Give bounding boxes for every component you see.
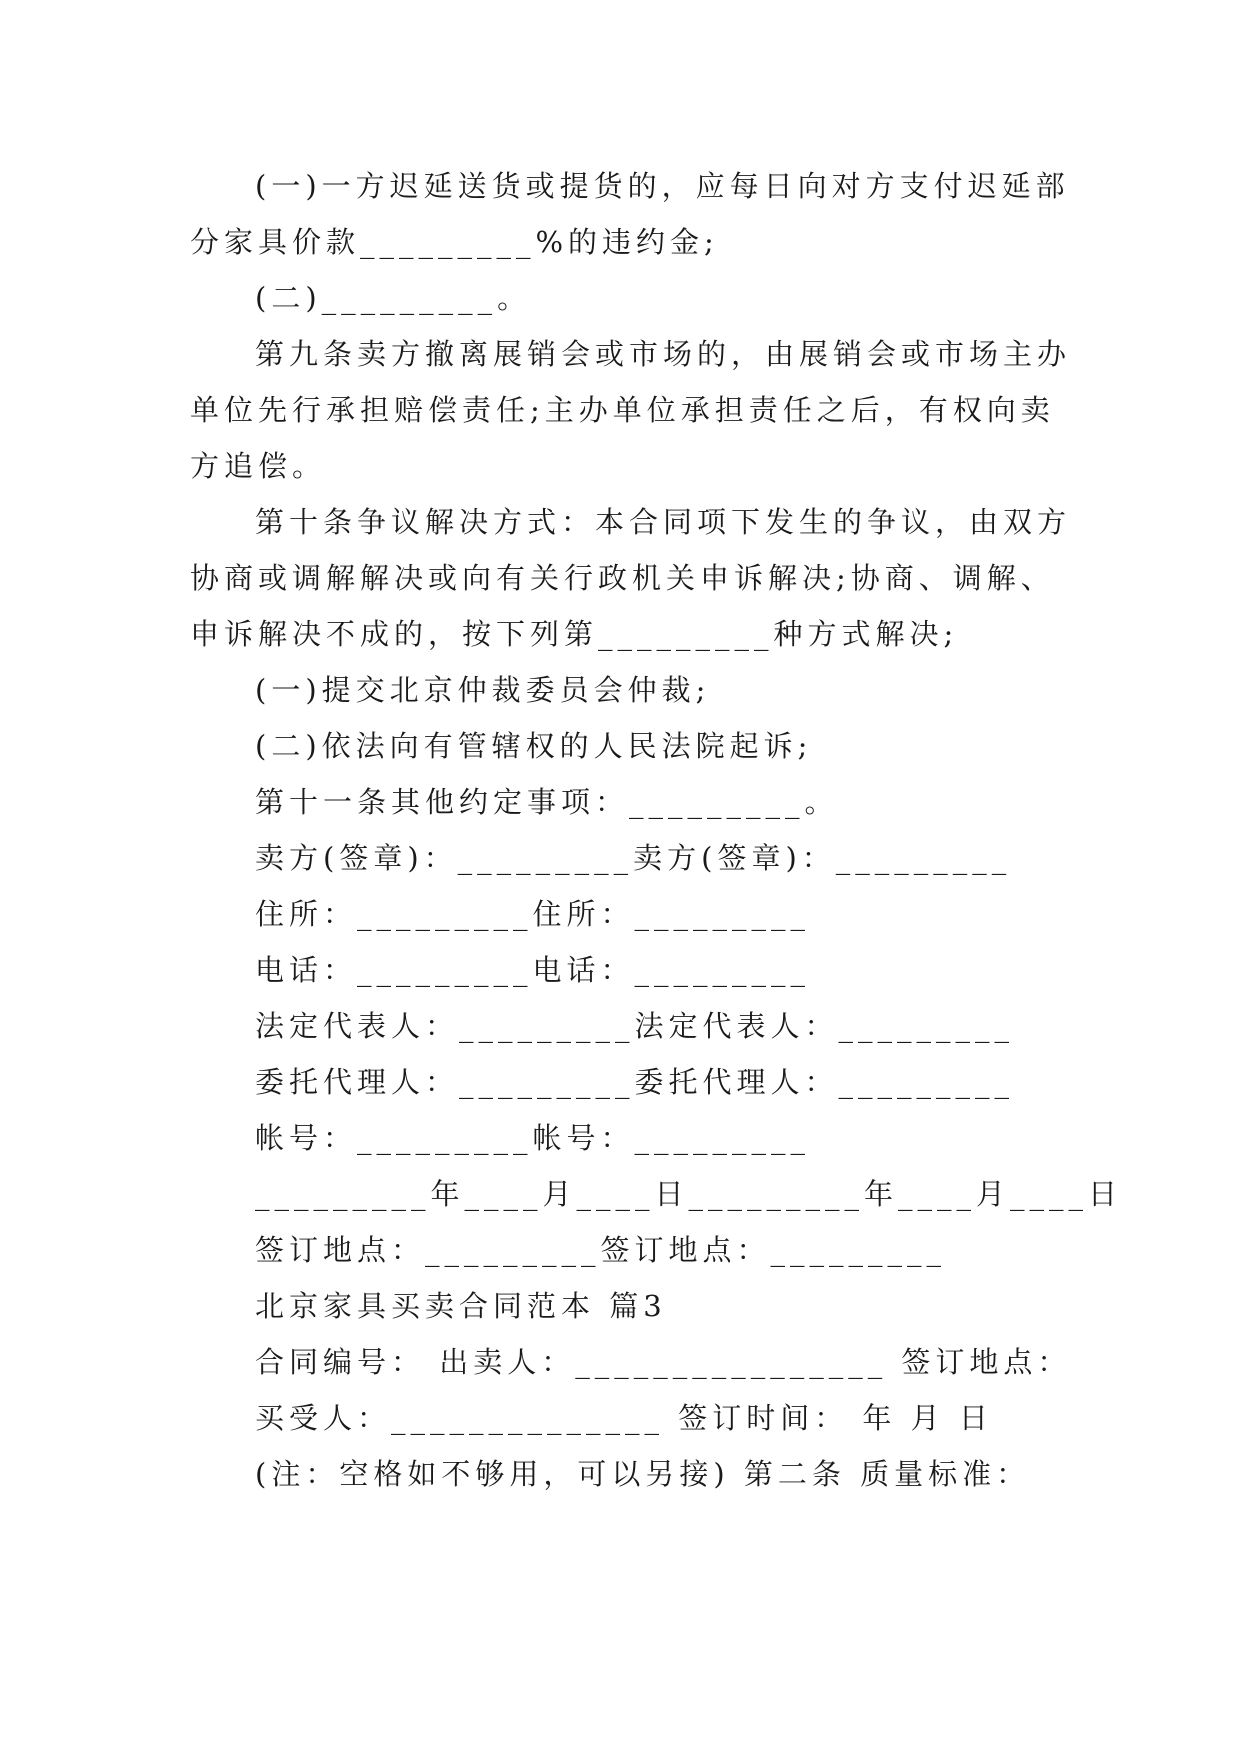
text-line: 法定代表人：_________法定代表人：_________ [255, 1009, 1015, 1043]
text-line: 第十一条其他约定事项：_________。 [255, 785, 839, 819]
text-line: 协商或调解解决或向有关行政机关申诉解决;协商、调解、 [190, 561, 1055, 595]
text-line: 单位先行承担赔偿责任;主办单位承担责任之后，有权向卖 [190, 393, 1055, 427]
text-line: 买受人：______________ 签订时间： 年 月 日 [255, 1401, 993, 1435]
text-line: (注：空格如不够用，可以另接) 第二条 质量标准： [255, 1457, 1031, 1491]
text-line: 第九条卖方撤离展销会或市场的，由展销会或市场主办 [255, 337, 1072, 371]
text-line: 申诉解决不成的，按下列第_________种方式解决; [190, 617, 959, 651]
text-line: 帐号：_________帐号：_________ [255, 1121, 811, 1155]
text-line: 合同编号： 出卖人：________________ 签订地点： [255, 1345, 1072, 1379]
text-line: 委托代理人：_________委托代理人：_________ [255, 1065, 1015, 1099]
text-line: 住所：_________住所：_________ [255, 897, 811, 931]
section-heading: 北京家具买卖合同范本 篇3 [255, 1289, 667, 1323]
date-line: _________年____月____日_________年____月____日 [255, 1177, 1123, 1211]
text-line: (一)一方迟延送货或提货的，应每日向对方支付迟延部 [255, 169, 1070, 203]
text-line: 分家具价款_________%的违约金; [190, 225, 719, 259]
text-line: 第十条争议解决方式：本合同项下发生的争议，由双方 [255, 505, 1072, 539]
text-line: 电话：_________电话：_________ [255, 953, 811, 987]
text-line: 签订地点：_________签订地点：_________ [255, 1233, 947, 1267]
text-line: (二)依法向有管辖权的人民法院起诉; [255, 729, 813, 763]
text-line: 卖方(签章)：_________卖方(签章)：_________ [255, 841, 1012, 875]
text-line: 方追偿。 [190, 449, 327, 483]
text-line: (一)提交北京仲裁委员会仲裁; [255, 673, 711, 707]
text-line: (二)_________。 [255, 281, 532, 315]
